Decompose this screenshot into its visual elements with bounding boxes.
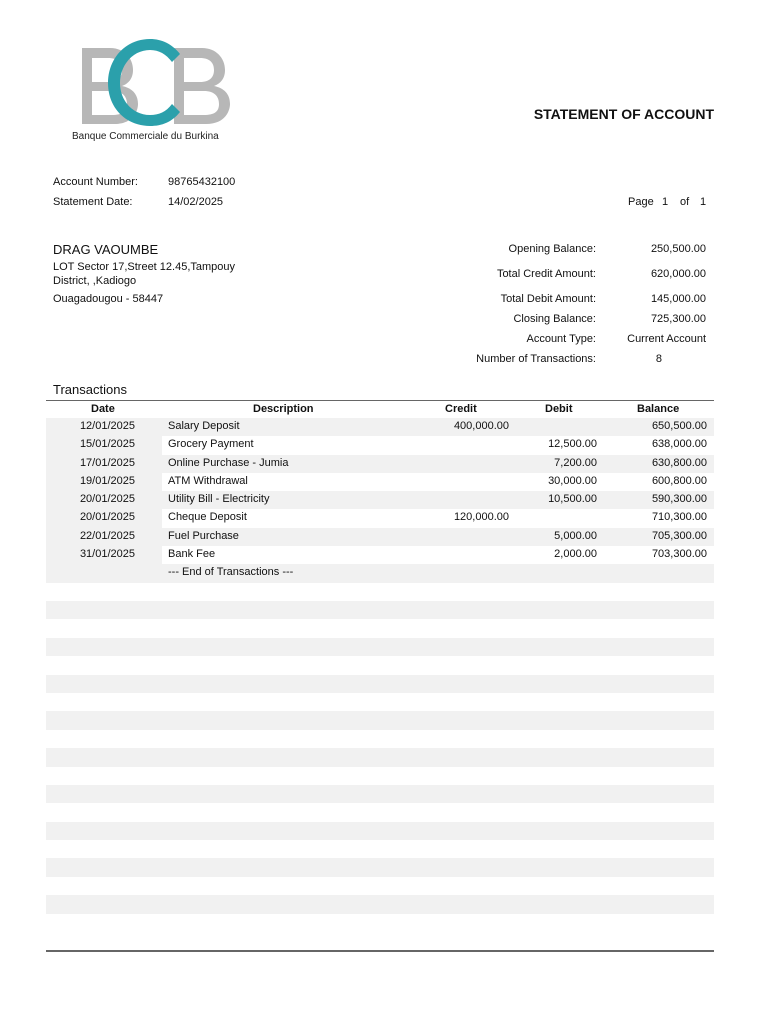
row-balance: 630,800.00 bbox=[651, 456, 707, 469]
empty-row-band bbox=[46, 601, 714, 619]
end-of-transactions-row bbox=[46, 564, 714, 582]
account-number: 98765432100 bbox=[168, 176, 236, 188]
closing-balance-label: Closing Balance: bbox=[513, 313, 596, 325]
row-description: Utility Bill - Electricity bbox=[168, 493, 270, 506]
header-balance: Balance bbox=[637, 403, 680, 415]
row-description: Bank Fee bbox=[168, 548, 216, 561]
account-number-label: Account Number: bbox=[53, 176, 138, 188]
total-credit-label: Total Credit Amount: bbox=[496, 268, 596, 280]
empty-row-band bbox=[46, 822, 714, 840]
row-description: Grocery Payment bbox=[168, 438, 254, 451]
row-balance: 600,800.00 bbox=[651, 474, 707, 487]
opening-balance-value: 250,500.00 bbox=[650, 243, 706, 255]
row-date: 12/01/2025 bbox=[79, 420, 135, 432]
empty-row-band bbox=[46, 748, 714, 766]
row-date: 15/01/2025 bbox=[79, 438, 135, 451]
empty-row-band bbox=[46, 858, 714, 876]
table-row bbox=[46, 509, 714, 527]
row-debit: 5,000.00 bbox=[554, 529, 597, 542]
empty-row-band bbox=[46, 638, 714, 656]
account-type-value: Current Account bbox=[627, 333, 706, 345]
row-balance: 650,500.00 bbox=[651, 420, 707, 432]
row-debit: 2,000.00 bbox=[554, 548, 597, 561]
table-row bbox=[46, 473, 714, 491]
row-credit: 400,000.00 bbox=[453, 420, 509, 432]
end-of-transactions-marker: --- End of Transactions --- bbox=[168, 566, 294, 579]
page-of-label: of bbox=[680, 196, 690, 208]
empty-row-band bbox=[46, 785, 714, 803]
customer-address-line3: Ouagadougou - 58447 bbox=[53, 293, 164, 305]
opening-balance-label: Opening Balance: bbox=[508, 243, 596, 255]
row-debit: 10,500.00 bbox=[548, 493, 597, 506]
logo-letter-b-right bbox=[174, 48, 230, 124]
statement-date-label: Statement Date: bbox=[53, 196, 133, 208]
row-description: Salary Deposit bbox=[168, 420, 240, 432]
table-row bbox=[46, 418, 714, 436]
row-date: 17/01/2025 bbox=[79, 456, 135, 469]
total-debit-value: 145,000.00 bbox=[650, 293, 706, 305]
header-debit: Debit bbox=[545, 403, 573, 415]
empty-table-rows bbox=[46, 601, 714, 932]
row-credit: 120,000.00 bbox=[453, 511, 509, 524]
transaction-count-label: Number of Transactions: bbox=[476, 353, 596, 365]
header-description: Description bbox=[253, 403, 314, 415]
row-debit: 30,000.00 bbox=[548, 474, 597, 487]
bank-name: Banque Commerciale du Burkina bbox=[72, 131, 219, 142]
customer-address-line2: District, ,Kadiogo bbox=[53, 275, 137, 287]
header-credit: Credit bbox=[445, 403, 477, 415]
row-description: Online Purchase - Jumia bbox=[168, 456, 289, 469]
row-description: Fuel Purchase bbox=[168, 529, 239, 542]
empty-row-band bbox=[46, 895, 714, 913]
transactions-table-body bbox=[46, 418, 714, 583]
closing-balance-value: 725,300.00 bbox=[650, 313, 706, 325]
table-row bbox=[46, 455, 714, 473]
row-debit: 12,500.00 bbox=[548, 438, 597, 451]
row-date: 19/01/2025 bbox=[79, 474, 135, 487]
table-row bbox=[46, 491, 714, 509]
empty-row-band bbox=[46, 711, 714, 729]
account-type-label: Account Type: bbox=[526, 333, 596, 345]
total-debit-label: Total Debit Amount: bbox=[500, 293, 596, 305]
table-row bbox=[46, 436, 714, 454]
row-balance: 638,000.00 bbox=[651, 438, 707, 451]
document-title: STATEMENT OF ACCOUNT bbox=[533, 106, 714, 122]
header-date: Date bbox=[91, 403, 115, 415]
row-date: 20/01/2025 bbox=[79, 493, 135, 506]
transactions-title: Transactions bbox=[53, 382, 127, 397]
table-bottom-rule bbox=[46, 950, 714, 952]
row-balance: 710,300.00 bbox=[651, 511, 707, 524]
transaction-count-value: 8 bbox=[655, 353, 662, 365]
table-row bbox=[46, 546, 714, 564]
row-date: 20/01/2025 bbox=[79, 511, 135, 524]
table-header-rule bbox=[46, 400, 714, 401]
customer-name: DRAG VAOUMBE bbox=[53, 242, 159, 257]
page-current: 1 bbox=[662, 196, 669, 208]
row-debit: 7,200.00 bbox=[554, 456, 597, 469]
row-description: Cheque Deposit bbox=[168, 511, 247, 524]
empty-row-band bbox=[46, 675, 714, 693]
row-description: ATM Withdrawal bbox=[168, 474, 248, 487]
total-credit-value: 620,000.00 bbox=[650, 268, 706, 280]
statement-date: 14/02/2025 bbox=[168, 196, 224, 208]
page-total: 1 bbox=[700, 196, 707, 208]
row-balance: 590,300.00 bbox=[651, 493, 707, 506]
row-date: 31/01/2025 bbox=[79, 548, 135, 561]
row-balance: 703,300.00 bbox=[651, 548, 707, 561]
row-balance: 705,300.00 bbox=[651, 529, 707, 542]
customer-address-line1: LOT Sector 17,Street 12.45,Tampouy bbox=[53, 261, 236, 273]
row-date: 22/01/2025 bbox=[79, 529, 135, 542]
table-row bbox=[46, 528, 714, 546]
page-label: Page bbox=[628, 196, 654, 208]
